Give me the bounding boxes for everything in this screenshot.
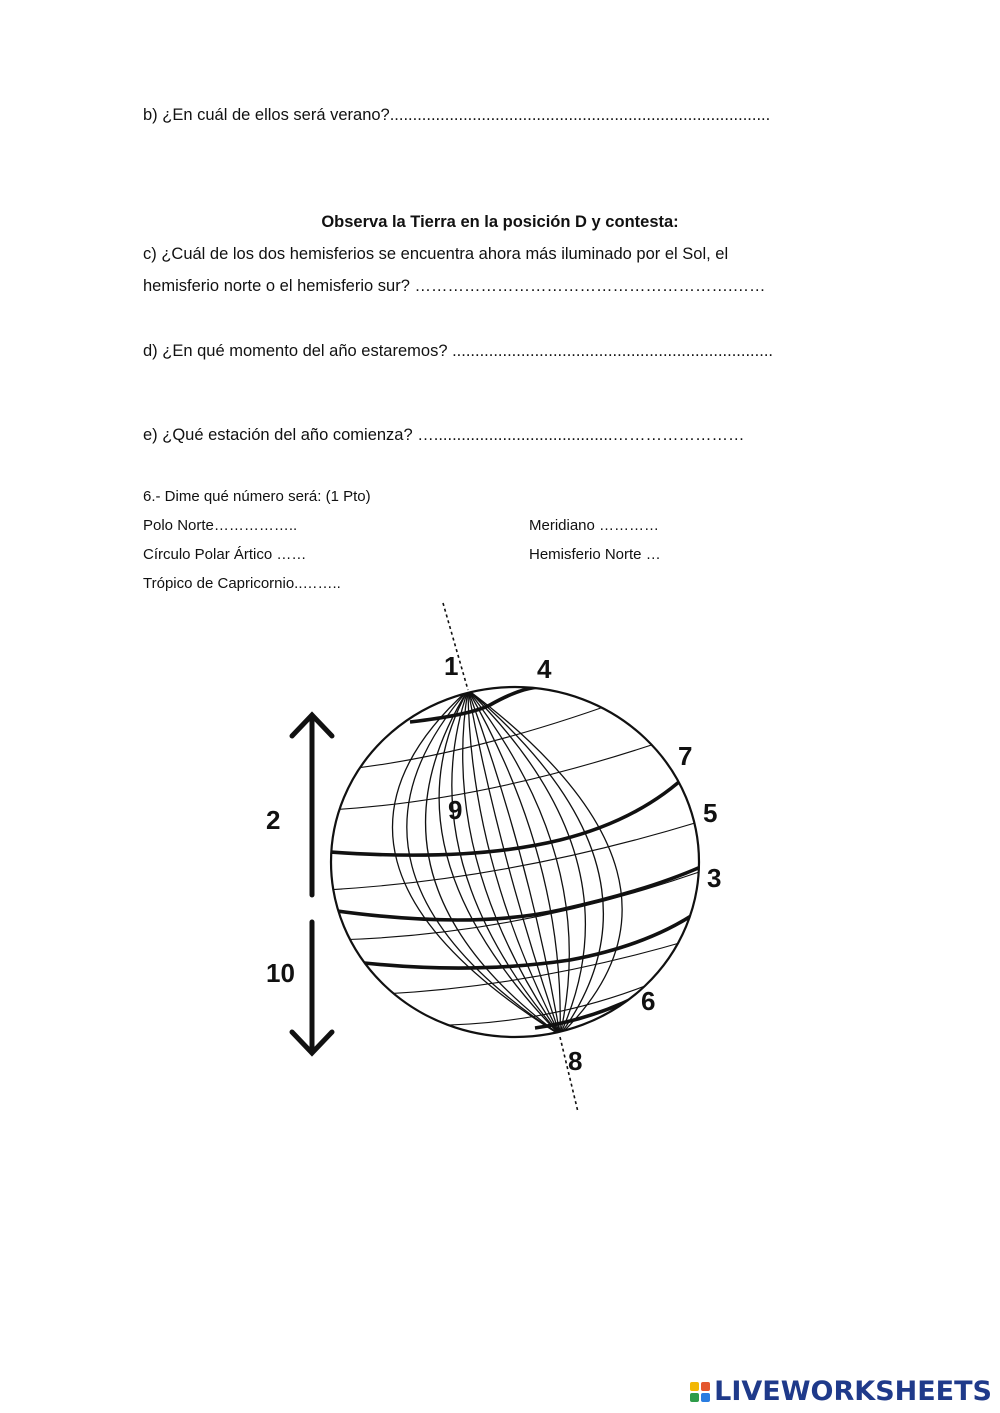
label-hemisferio-norte: Hemisferio Norte … (529, 546, 661, 563)
brand-text: LIVEWORKSHEETS (714, 1376, 992, 1407)
globe-label-6: 6 (641, 986, 656, 1016)
globe-label-4: 4 (537, 654, 552, 684)
label-polo-norte: Polo Norte…………….. (143, 517, 298, 534)
logo-square-4 (701, 1393, 710, 1402)
globe-label-5: 5 (703, 798, 718, 828)
section-heading: Observa la Tierra en la posición D y contesta: (321, 213, 679, 231)
logo-square-3 (690, 1393, 699, 1402)
equator-line (330, 865, 705, 920)
question-d: d) ¿En qué momento del año estaremos? ...................................................................... (143, 342, 773, 360)
label-tropico: Trópico de Capricornio..…….. (143, 575, 341, 592)
label-circulo-polar: Círculo Polar Ártico …… (143, 546, 307, 563)
question-c-line2: hemisferio norte o el hemisferio sur? ………………………………………………….…… (143, 277, 766, 295)
liveworksheets-brand[interactable] (690, 1376, 992, 1407)
logo-square-1 (690, 1382, 699, 1391)
question-c-line1: c) ¿Cuál de los dos hemisferios se encuentra ahora más iluminado por el Sol, el (143, 245, 729, 263)
globe-label-10: 10 (266, 958, 295, 988)
globe-label-8: 8 (568, 1046, 583, 1076)
label-meridiano: Meridiano ………… (529, 517, 660, 534)
globe-label-2: 2 (266, 805, 281, 835)
question-b: b) ¿En cuál de ellos será verano?................................................................................... (143, 106, 771, 124)
liveworksheets-logo-icon (690, 1382, 710, 1402)
hemisphere-arrow (292, 715, 332, 1053)
meridians (392, 690, 622, 1035)
exercise-6-title: 6.- Dime qué número será: (1 Pto) (143, 488, 371, 505)
globe-diagram (250, 598, 750, 1118)
logo-square-2 (701, 1382, 710, 1391)
globe-label-3: 3 (707, 863, 722, 893)
globe-label-7: 7 (678, 741, 693, 771)
question-e: e) ¿Qué estación del año comienza? ….......................................…………………… (143, 426, 745, 444)
globe-label-9: 9 (448, 795, 463, 825)
globe-label-1: 1 (444, 651, 459, 681)
